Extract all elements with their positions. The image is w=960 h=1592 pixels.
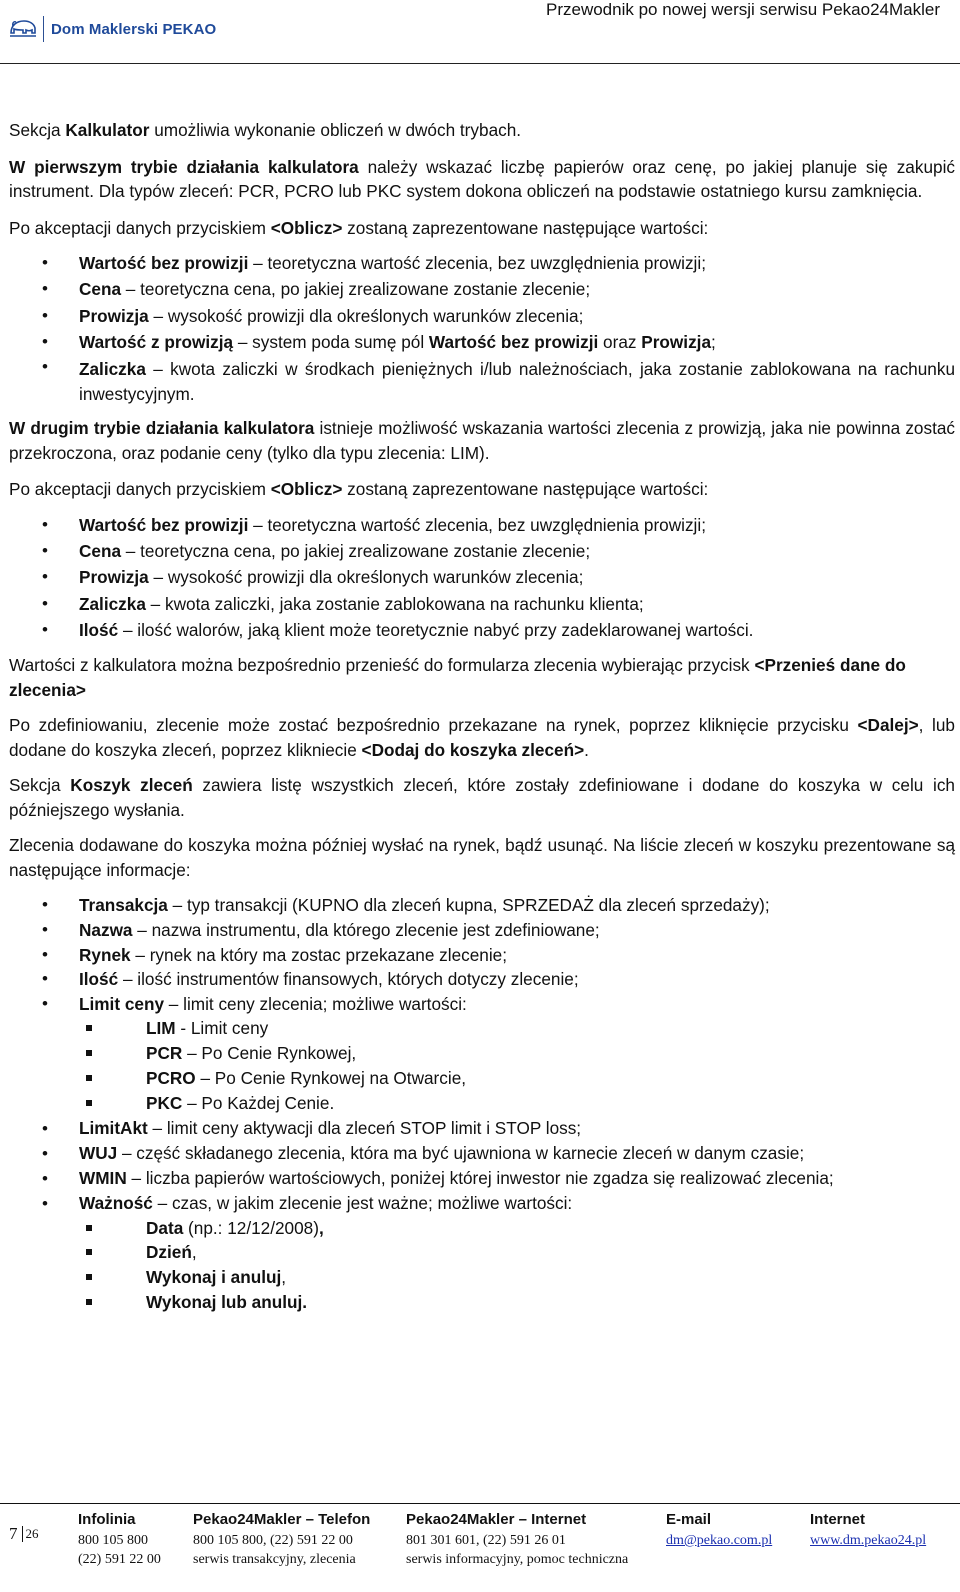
- list-item: • Nazwa – nazwa instrumentu, dla którego zlecenie jest zdefiniowane;: [9, 918, 955, 943]
- list-item: • Zaliczka – kwota zaliczki w środkach pieniężnych i/lub należnościach, jaka zostanie zablokowana na rachunku inwestycyjnym.: [9, 355, 955, 406]
- list-item: • Rynek – rynek na który ma zostac przekazane zlecenie;: [9, 943, 955, 968]
- footer-www: Internet www.dm.pekao24.pl: [810, 1511, 927, 1548]
- document-body: [9, 118, 955, 1315]
- footer-internet: Pekao24Makler – Internet 801 301 601, (22) 591 26 01 serwis informacyjny, pomoc techniczna: [406, 1511, 629, 1567]
- list-item: • Ważność – czas, w jakim zlecenie jest ważne; możliwe wartości: Data (np.: 12/12/2008), Dzień, Wykonaj i anuluj, Wykonaj lub anuluj.: [9, 1191, 955, 1315]
- list-item: • Prowizja – wysokość prowizji dla określonych warunków zlecenia;: [9, 303, 955, 329]
- list-item: • WUJ – część składanego zlecenia, która ma być ujawniona w karnecie zleceń w danym czasie;: [9, 1141, 955, 1166]
- footer-infolinia: Infolinia 800 105 800 (22) 591 22 00: [78, 1511, 161, 1567]
- sublist-item: Wykonaj i anuluj,: [79, 1265, 955, 1290]
- email-link[interactable]: dm@pekao.com.pl: [666, 1533, 773, 1548]
- footer-email: E-mail dm@pekao.com.pl: [666, 1511, 773, 1548]
- logo: [9, 16, 216, 42]
- list-item: • Cena – teoretyczna cena, po jakiej zrealizowane zostanie zlecenie;: [9, 538, 955, 564]
- list-item: • Wartość bez prowizji – teoretyczna wartość zlecenia, bez uwzględnienia prowizji;: [9, 250, 955, 276]
- list-item: • Cena – teoretyczna cena, po jakiej zrealizowane zostanie zlecenie;: [9, 276, 955, 302]
- list-item: • WMIN – liczba papierów wartościowych, poniżej której inwestor nie zgadza się realizować zlecenia;: [9, 1166, 955, 1191]
- sublist-item: PCRO – Po Cenie Rynkowej na Otwarcie,: [79, 1066, 955, 1091]
- list-first-mode-values: [9, 250, 955, 406]
- header-title: Przewodnik po nowej wersji serwisu Pekao24Makler: [545, 0, 940, 19]
- footer-divider: [0, 1503, 960, 1504]
- list-item: • Zaliczka – kwota zaliczki, jaka zostanie zablokowana na rachunku klienta;: [9, 591, 955, 617]
- paragraph-second-mode: W drugim trybie działania kalkulatora istnieje możliwość wskazania wartości zlecenia z prowizją, jaka nie powinna zostać przekroczona, oraz podanie ceny (tylko dla typu zlecenia: LIM).: [9, 418, 956, 463]
- footer-telefon: Pekao24Makler – Telefon 800 105 800, (22) 591 22 00 serwis transakcyjny, zlecenia: [193, 1511, 371, 1567]
- sublist-price-limits: [79, 1016, 955, 1115]
- paragraph-koszyk-info: Zlecenia dodawane do koszyka można później wysłać na rynek, bądź usunąć. Na liście zleceń w koszyku prezentowane są następujące informacje:: [9, 835, 955, 880]
- website-link[interactable]: www.dm.pekao24.pl: [810, 1533, 927, 1548]
- page-number: 7 26: [9, 1524, 39, 1543]
- header-divider: [0, 63, 960, 64]
- sublist-item: PCR – Po Cenie Rynkowej,: [79, 1041, 955, 1066]
- sublist-item: Dzień,: [79, 1240, 955, 1265]
- paragraph-koszyk: Sekcja Koszyk zleceń zawiera listę wszystkich zleceń, które zostały zdefiniowane i dodane do koszyka w celu ich późniejszego wysłania.: [9, 775, 955, 820]
- sublist-item: PKC – Po Każdej Cenie.: [79, 1091, 955, 1116]
- paragraph-przenies: Wartości z kalkulatora można bezpośrednio przenieść do formularza zlecenia wybierając przycisk <Przenieś dane do zlecenia>: [9, 655, 906, 700]
- paragraph-dalej: Po zdefiniowaniu, zlecenie może zostać bezpośrednio przekazane na rynek, poprzez kliknięcie przycisku <Dalej>, lub dodane do koszyka zleceń, poprzez klikniecie <Dodaj do koszyka zleceń>.: [9, 715, 955, 760]
- paragraph-kalkulator-intro: Sekcja Kalkulator umożliwia wykonanie obliczeń w dwóch trybach.: [9, 120, 522, 140]
- list-item: • Limit ceny – limit ceny zlecenia; możliwe wartości: LIM - Limit ceny PCR – Po Cenie Rynkowej, PCRO – Po Cenie Rynkowej na Otwarcie, PKC – Po Każdej Cenie.: [9, 992, 955, 1116]
- list-item: • Ilość – ilość walorów, jaką klient może teoretycznie nabyć przy zadeklarowanej wartości.: [9, 617, 955, 643]
- list-second-mode-values: [9, 512, 955, 643]
- list-item: • Ilość – ilość instrumentów finansowych, których dotyczy zlecenie;: [9, 967, 955, 992]
- paragraph-first-mode: W pierwszym trybie działania kalkulatora należy wskazać liczbę papierów oraz cenę, po jakiej planuje się zakupić instrument. Dla typów zleceń: PCR, PCRO lub PKC system dokona obliczeń na podstawie ostatniego kursu zamknięcia.: [9, 156, 955, 201]
- logo-text: Dom Maklerski PEKAO: [51, 20, 217, 38]
- bison-logo-icon: [9, 17, 37, 41]
- list-basket-fields: [9, 892, 955, 1315]
- logo-separator: [43, 16, 44, 42]
- sublist-item: LIM - Limit ceny: [79, 1016, 955, 1041]
- page-header: [0, 0, 960, 64]
- paragraph-oblicz-1: Po akceptacji danych przyciskiem <Oblicz> zostaną zaprezentowane następujące wartości:: [9, 217, 709, 238]
- list-item: • Wartość z prowizją – system poda sumę pól Wartość bez prowizji oraz Prowizja;: [9, 329, 955, 355]
- page-footer: [0, 1510, 960, 1592]
- list-item: • Transakcja – typ transakcji (KUPNO dla zleceń kupna, SPRZEDAŻ dla zleceń sprzedaży);: [9, 892, 955, 918]
- list-item: • Prowizja – wysokość prowizji dla określonych warunków zlecenia;: [9, 564, 955, 590]
- sublist-validity: [79, 1216, 955, 1315]
- sublist-item: Data (np.: 12/12/2008),: [79, 1216, 955, 1241]
- list-item: • Wartość bez prowizji – teoretyczna wartość zlecenia, bez uwzględnienia prowizji;: [9, 512, 955, 538]
- paragraph-oblicz-2: Po akceptacji danych przyciskiem <Oblicz> zostaną zaprezentowane następujące wartości:: [9, 479, 709, 500]
- sublist-item: Wykonaj lub anuluj.: [79, 1290, 955, 1315]
- list-item: • LimitAkt – limit ceny aktywacji dla zleceń STOP limit i STOP loss;: [9, 1116, 955, 1141]
